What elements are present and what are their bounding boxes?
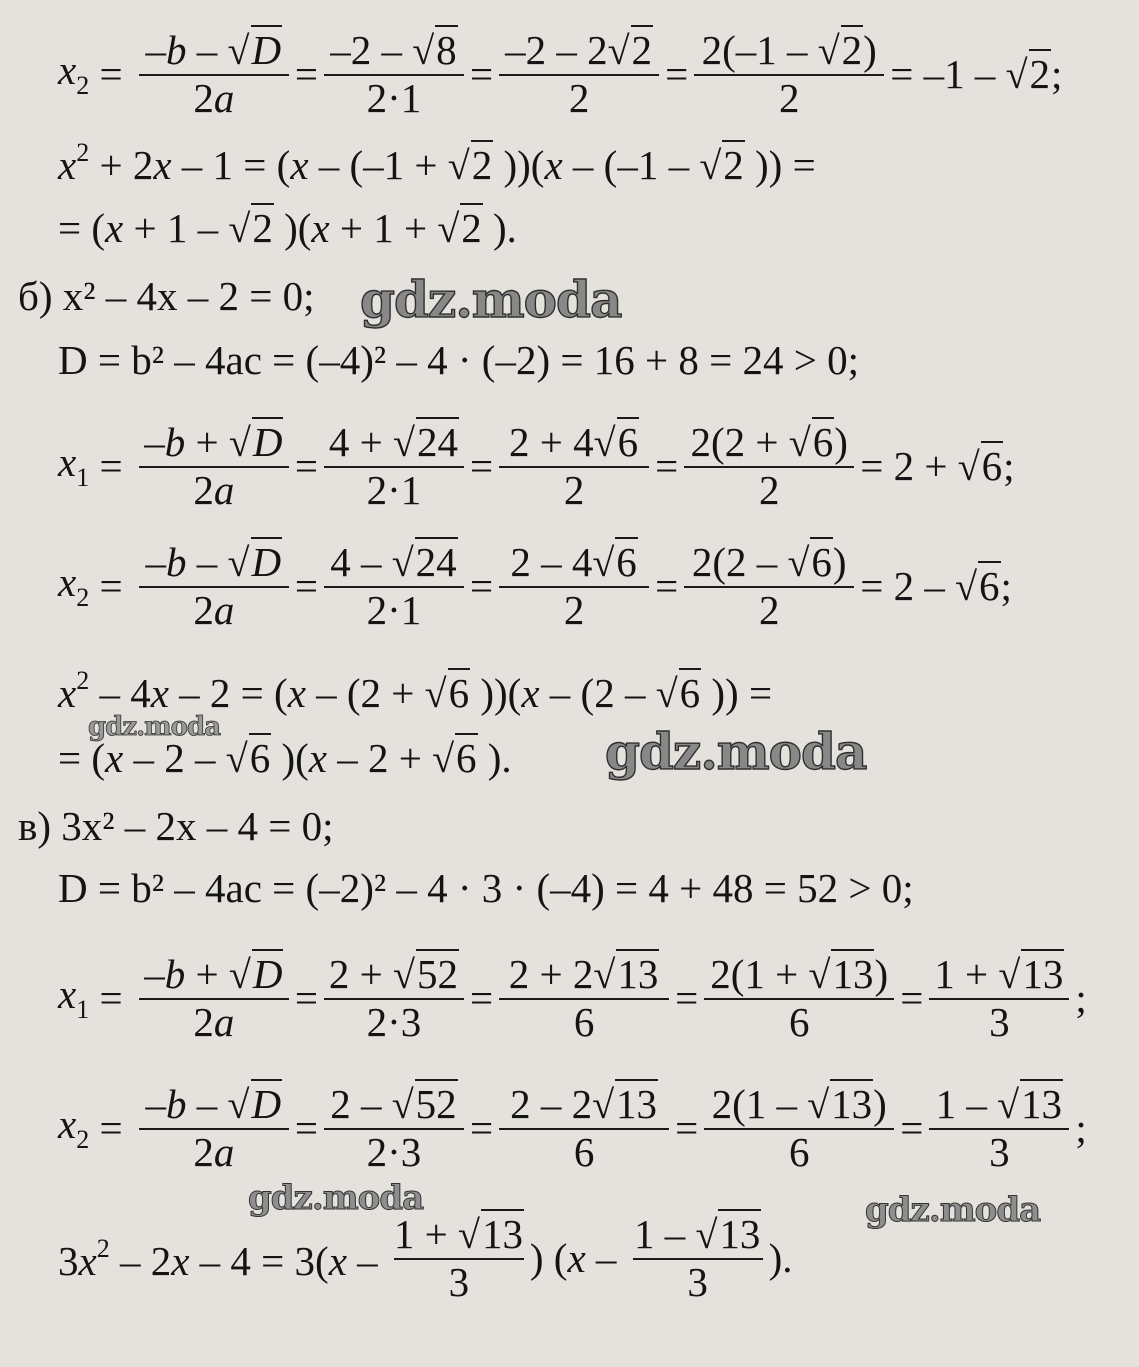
fraction: $\frac{2 + √52}{2\cdot 3}$ (324, 952, 464, 1046)
math-line-b-factor-2: = (x – 2 – √6 )(x – 2 + √6 ). (58, 735, 512, 781)
part-c-equation-line (18, 803, 334, 849)
fraction: $\frac{2 + 4√6}{2}$ (499, 420, 649, 514)
fraction: $\frac{-2 - 2√2}{2}$ (499, 28, 659, 122)
x2-label: $x_2$ (58, 47, 90, 101)
fraction: $\frac{1 + √13}{3}$ (929, 952, 1069, 1046)
part-b-equation-line (18, 273, 315, 319)
fraction: $\frac{2 - 4√6}{2}$ (499, 540, 649, 634)
math-line-b-x2: $x_2$ = $\frac{-b - √D}{2a}$ = $\frac{4 - √24}{2\cdot 1}$ = $\frac{2 - 4√6}{2}$ = $\frac{2(2 - √6)}{2}$ = 2 – √6; (58, 539, 1012, 633)
fraction: $\frac{-b - √D}{2a}$ (139, 1082, 289, 1176)
part-c-equation: 3x² – 2x – 4 = 0; (61, 803, 334, 849)
part-c-label: в) (18, 803, 52, 849)
watermark-logo: gdz.moda (88, 712, 221, 742)
fraction: $\frac{1 + √13}{3}$ (393, 1211, 523, 1305)
fraction: $\frac{-b + √D}{2a}$ (139, 952, 289, 1046)
math-line-c-x2: $x_2$ = $\frac{-b - √D}{2a}$ = $\frac{2 - √52}{2\cdot 3}$ = $\frac{2 - 2√13}{6}$ = $\frac{2(1 - √13)}{6}$ = $\frac{1 - √13}{3}$ ; (58, 1081, 1087, 1175)
math-line-b-factor-1: $x^2 - 4x - 2 = (x - (2 + √6$ ))(x – (2 – √6 )) = (58, 666, 773, 716)
fraction: $\frac{1 - √13}{3}$ (633, 1212, 763, 1306)
math-line-b-x1: $x_1$ = $\frac{-b + √D}{2a}$ = $\frac{4 + √24}{2\cdot 1}$ = $\frac{2 + 4√6}{2}$ = $\frac{2(2 + √6)}{2}$ = 2 + √6; (58, 419, 1015, 513)
fraction: $\frac{-b + √D}{2a}$ (139, 420, 289, 514)
fraction: $\frac{-2 - √8}{2\cdot 1}$ (324, 28, 464, 122)
part-b-discriminant-line (58, 337, 859, 383)
math-line-c-x1: $x_1$ = $\frac{-b + √D}{2a}$ = $\frac{2 + √52}{2\cdot 3}$ = $\frac{2 + 2√13}{6}$ = $\frac{2(1 + √13)}{6}$ = $\frac{1 + √13}{3}$ ; (58, 951, 1087, 1045)
watermark-logo: gdz.moda (248, 1178, 424, 1218)
math-line-c-factor: $3x^2 - 2x - 4 = 3(x$ – $\frac{1 + √13}{3}$ ) (x – $\frac{1 - √13}{3}$ ). (58, 1211, 793, 1305)
fraction: $\frac{4 + √24}{2\cdot 1}$ (324, 420, 464, 514)
part-b-equation: x² – 4x – 2 = 0; (62, 273, 315, 319)
fraction: $\frac{2(-1 - √2)}{2}$ (694, 28, 884, 122)
fraction: $\frac{1 - √13}{3}$ (929, 1082, 1069, 1176)
fraction: $\frac{2 + 2√13}{6}$ (499, 952, 669, 1046)
watermark-logo: gdz.moda (605, 722, 867, 781)
fraction: $\frac{-b - √D}{2a}$ (139, 540, 289, 634)
part-c-discriminant: D = b² – 4ac = (–2)² – 4 · 3 · (–4) = 4 + 48 = 52 > 0; (58, 865, 914, 911)
watermark-logo: gdz.moda (865, 1190, 1041, 1230)
watermark-logo: gdz.moda (360, 270, 622, 329)
part-b-label: б) (18, 273, 53, 319)
fraction: $\frac{2 - 2√13}{6}$ (499, 1082, 669, 1176)
math-line-a-factor-2: = (x + 1 – √2 )(x + 1 + √2 ). (58, 205, 517, 251)
fraction: $\frac{4 - √24}{2\cdot 1}$ (324, 540, 464, 634)
part-c-discriminant-line (58, 865, 914, 911)
fraction: $\frac{2(2 - √6)}{2}$ (684, 540, 854, 634)
part-b-discriminant: D = b² – 4ac = (–4)² – 4 · (–2) = 16 + 8 = 24 > 0; (58, 337, 859, 383)
fraction: $\frac{-b - √D}{2a}$ (139, 28, 289, 122)
fraction: $\frac{2(1 + √13)}{6}$ (704, 952, 894, 1046)
fraction: $\frac{2(2 + √6)}{2}$ (684, 420, 854, 514)
fraction: $\frac{2 - √52}{2\cdot 3}$ (324, 1082, 464, 1176)
fraction: $\frac{2(1 - √13)}{6}$ (704, 1082, 894, 1176)
math-line-a-factor-1: $x^2 + 2x - 1 = (x - (-1 + √2$ ))(x – (–1 – √2 )) = (58, 138, 816, 188)
math-line-a-x2: $x_2$ = $\frac{-b - √D}{2a}$ = $\frac{-2 - √8}{2\cdot 1}$ = $\frac{-2 - 2√2}{2}$ = $\frac{2(-1 - √2)}{2}$ = –1 – √2; (58, 27, 1063, 121)
